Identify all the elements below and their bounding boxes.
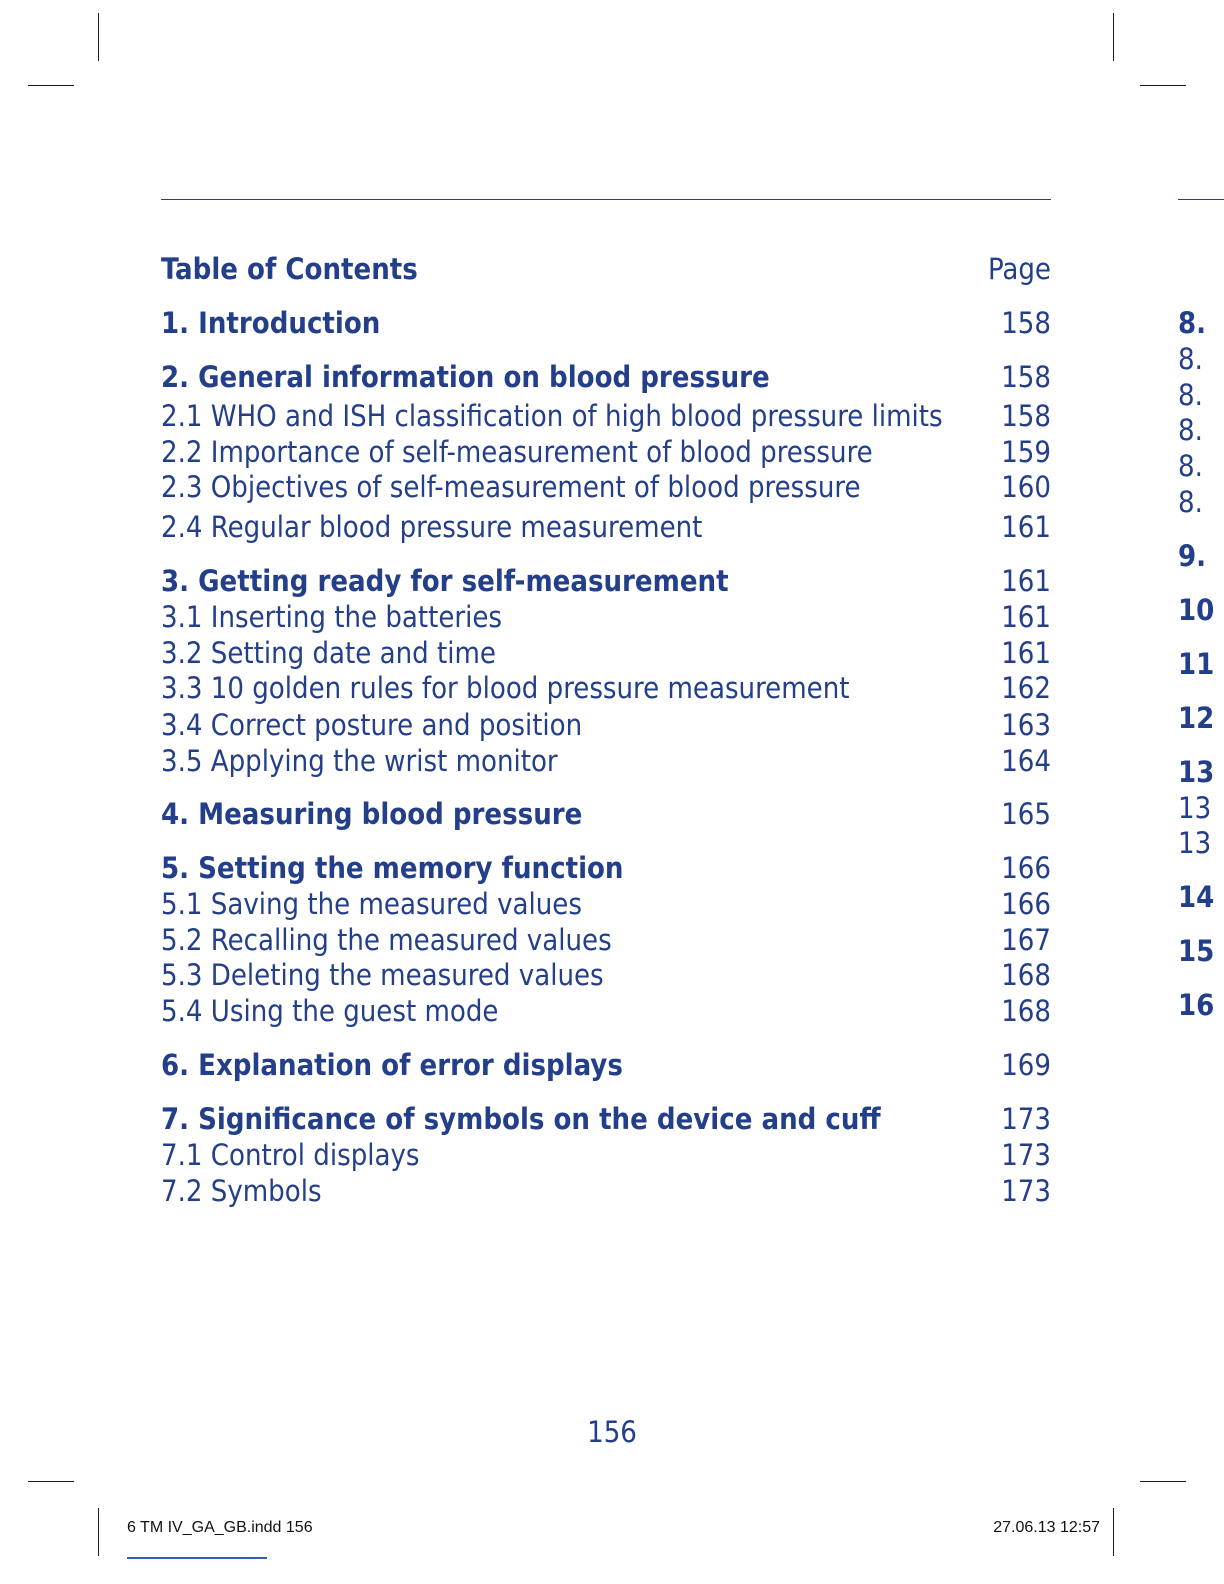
toc-entry bbox=[161, 435, 1051, 469]
toc-entry-page: 168 bbox=[1001, 994, 1051, 1028]
toc-entry bbox=[161, 958, 1051, 992]
toc-title: Table of Contents bbox=[161, 252, 418, 286]
toc-entry bbox=[161, 851, 1051, 885]
toc-entry-label: 7.2 Symbols bbox=[161, 1174, 322, 1208]
toc-heading-row bbox=[161, 252, 1051, 286]
toc-entry-label: 3.5 Applying the wrist monitor bbox=[161, 744, 558, 778]
next-page-entry-fragment: 13 bbox=[1178, 791, 1212, 825]
next-page-entry-fragment: 11 bbox=[1178, 647, 1215, 681]
toc-entry-label: 3. Getting ready for self-measurement bbox=[161, 564, 729, 598]
next-page-entry-fragment: 8. bbox=[1178, 485, 1203, 519]
toc-entry-label: 4. Measuring blood pressure bbox=[161, 797, 583, 831]
toc-entry bbox=[161, 797, 1051, 831]
next-page-entry-fragment: 13 bbox=[1178, 826, 1212, 860]
toc-entry bbox=[161, 1048, 1051, 1082]
toc-entry-page: 163 bbox=[1001, 708, 1051, 742]
toc-entry-label: 2.1 WHO and ISH classification of high blood pressure limits bbox=[161, 399, 943, 433]
toc-entry-label: 7. Significance of symbols on the device and cuff bbox=[161, 1102, 881, 1136]
toc-entry-label: 2.2 Importance of self-measurement of blood pressure bbox=[161, 435, 873, 469]
next-page-entry-fragment: 9. bbox=[1178, 539, 1207, 573]
slug-file: 6 TM IV_GA_GB.indd 156 bbox=[127, 1519, 313, 1536]
toc-entry bbox=[161, 671, 1051, 705]
toc-entry-label: 2. General information on blood pressure bbox=[161, 360, 770, 394]
next-page-entry-fragment: 16 bbox=[1178, 988, 1215, 1022]
toc-entry-page: 158 bbox=[1001, 306, 1051, 340]
toc-page-label: Page bbox=[987, 252, 1051, 286]
toc-entry bbox=[161, 923, 1051, 957]
toc-entry-page: 167 bbox=[1001, 923, 1051, 957]
toc-entry-page: 166 bbox=[1001, 851, 1051, 885]
next-page-entry-fragment: 8. bbox=[1178, 449, 1203, 483]
toc-entry-page: 168 bbox=[1001, 958, 1051, 992]
toc-entry-label: 5.4 Using the guest mode bbox=[161, 994, 499, 1028]
toc-entry-label: 5.1 Saving the measured values bbox=[161, 887, 582, 921]
toc-entry-page: 173 bbox=[1001, 1102, 1051, 1136]
next-page-entry-fragment: 10 bbox=[1178, 593, 1215, 627]
toc-entry-label: 1. Introduction bbox=[161, 306, 381, 340]
toc-entry-label: 3.2 Setting date and time bbox=[161, 636, 496, 670]
next-page-entry-fragment: 15 bbox=[1178, 934, 1215, 968]
toc-entry-label: 5. Setting the memory function bbox=[161, 851, 624, 885]
toc-entry-page: 158 bbox=[1001, 360, 1051, 394]
toc-entry bbox=[161, 1102, 1051, 1136]
toc-entry-label: 5.2 Recalling the measured values bbox=[161, 923, 612, 957]
toc-entry bbox=[161, 510, 1051, 544]
toc-entry-label: 3.3 10 golden rules for blood pressure measurement bbox=[161, 671, 850, 705]
toc-entry bbox=[161, 360, 1051, 394]
toc-entry-page: 161 bbox=[1001, 510, 1051, 544]
toc-entry bbox=[161, 744, 1051, 778]
crop-mark-top-left-horizontal bbox=[28, 85, 74, 86]
toc-entry bbox=[161, 1138, 1051, 1172]
toc-entry bbox=[161, 636, 1051, 670]
toc-entry bbox=[161, 708, 1051, 742]
next-page-entry-fragment: 12 bbox=[1178, 701, 1215, 735]
toc-entry-page: 161 bbox=[1001, 600, 1051, 634]
slug-color-bar bbox=[127, 1557, 267, 1559]
toc-entry-label: 7.1 Control displays bbox=[161, 1138, 420, 1172]
next-page-entry-fragment: 8. bbox=[1178, 306, 1207, 340]
toc-entry-page: 162 bbox=[1001, 671, 1051, 705]
toc-entry-label: 6. Explanation of error displays bbox=[161, 1048, 623, 1082]
crop-mark-top-right-vertical bbox=[1113, 13, 1114, 61]
table-of-contents bbox=[161, 0, 1051, 1584]
toc-entry-label: 3.1 Inserting the batteries bbox=[161, 600, 503, 634]
toc-entry-page: 159 bbox=[1001, 435, 1051, 469]
toc-entry bbox=[161, 564, 1051, 598]
toc-entry-label: 2.3 Objectives of self-measurement of blood pressure bbox=[161, 470, 861, 504]
toc-entry-label: 5.3 Deleting the measured values bbox=[161, 958, 604, 992]
crop-mark-bottom-right-vertical bbox=[1113, 1508, 1114, 1556]
toc-entry-label: 2.4 Regular blood pressure measurement bbox=[161, 510, 703, 544]
crop-mark-bottom-left-vertical bbox=[98, 1508, 99, 1556]
toc-entry bbox=[161, 399, 1051, 433]
next-page-entry-fragment: 8. bbox=[1178, 378, 1203, 412]
toc-entry bbox=[161, 306, 1051, 340]
toc-entry-page: 164 bbox=[1001, 744, 1051, 778]
next-page-entry-fragment: 8. bbox=[1178, 413, 1203, 447]
next-page-entry-fragment: 8. bbox=[1178, 342, 1203, 376]
toc-entry bbox=[161, 887, 1051, 921]
toc-entry-page: 173 bbox=[1001, 1138, 1051, 1172]
toc-entry-page: 160 bbox=[1001, 470, 1051, 504]
crop-mark-top-left-vertical bbox=[98, 13, 99, 61]
next-page-entry-fragment: 14 bbox=[1178, 880, 1215, 914]
toc-entry bbox=[161, 994, 1051, 1028]
toc-entry-label: 3.4 Correct posture and position bbox=[161, 708, 583, 742]
toc-entry-page: 161 bbox=[1001, 636, 1051, 670]
toc-entry bbox=[161, 1174, 1051, 1208]
toc-entry-page: 173 bbox=[1001, 1174, 1051, 1208]
toc-entry-page: 161 bbox=[1001, 564, 1051, 598]
toc-entry-page: 169 bbox=[1001, 1048, 1051, 1082]
page-number: 156 bbox=[587, 1415, 637, 1449]
toc-entry bbox=[161, 470, 1051, 504]
toc-entry bbox=[161, 600, 1051, 634]
toc-entry-page: 166 bbox=[1001, 887, 1051, 921]
crop-mark-bottom-left-horizontal bbox=[28, 1481, 74, 1482]
toc-entry-page: 158 bbox=[1001, 399, 1051, 433]
next-page-entry-fragment: 13 bbox=[1178, 755, 1215, 789]
slug-datetime: 27.06.13 12:57 bbox=[993, 1519, 1100, 1536]
toc-entry-page: 165 bbox=[1001, 797, 1051, 831]
next-page-column bbox=[1178, 0, 1224, 1584]
